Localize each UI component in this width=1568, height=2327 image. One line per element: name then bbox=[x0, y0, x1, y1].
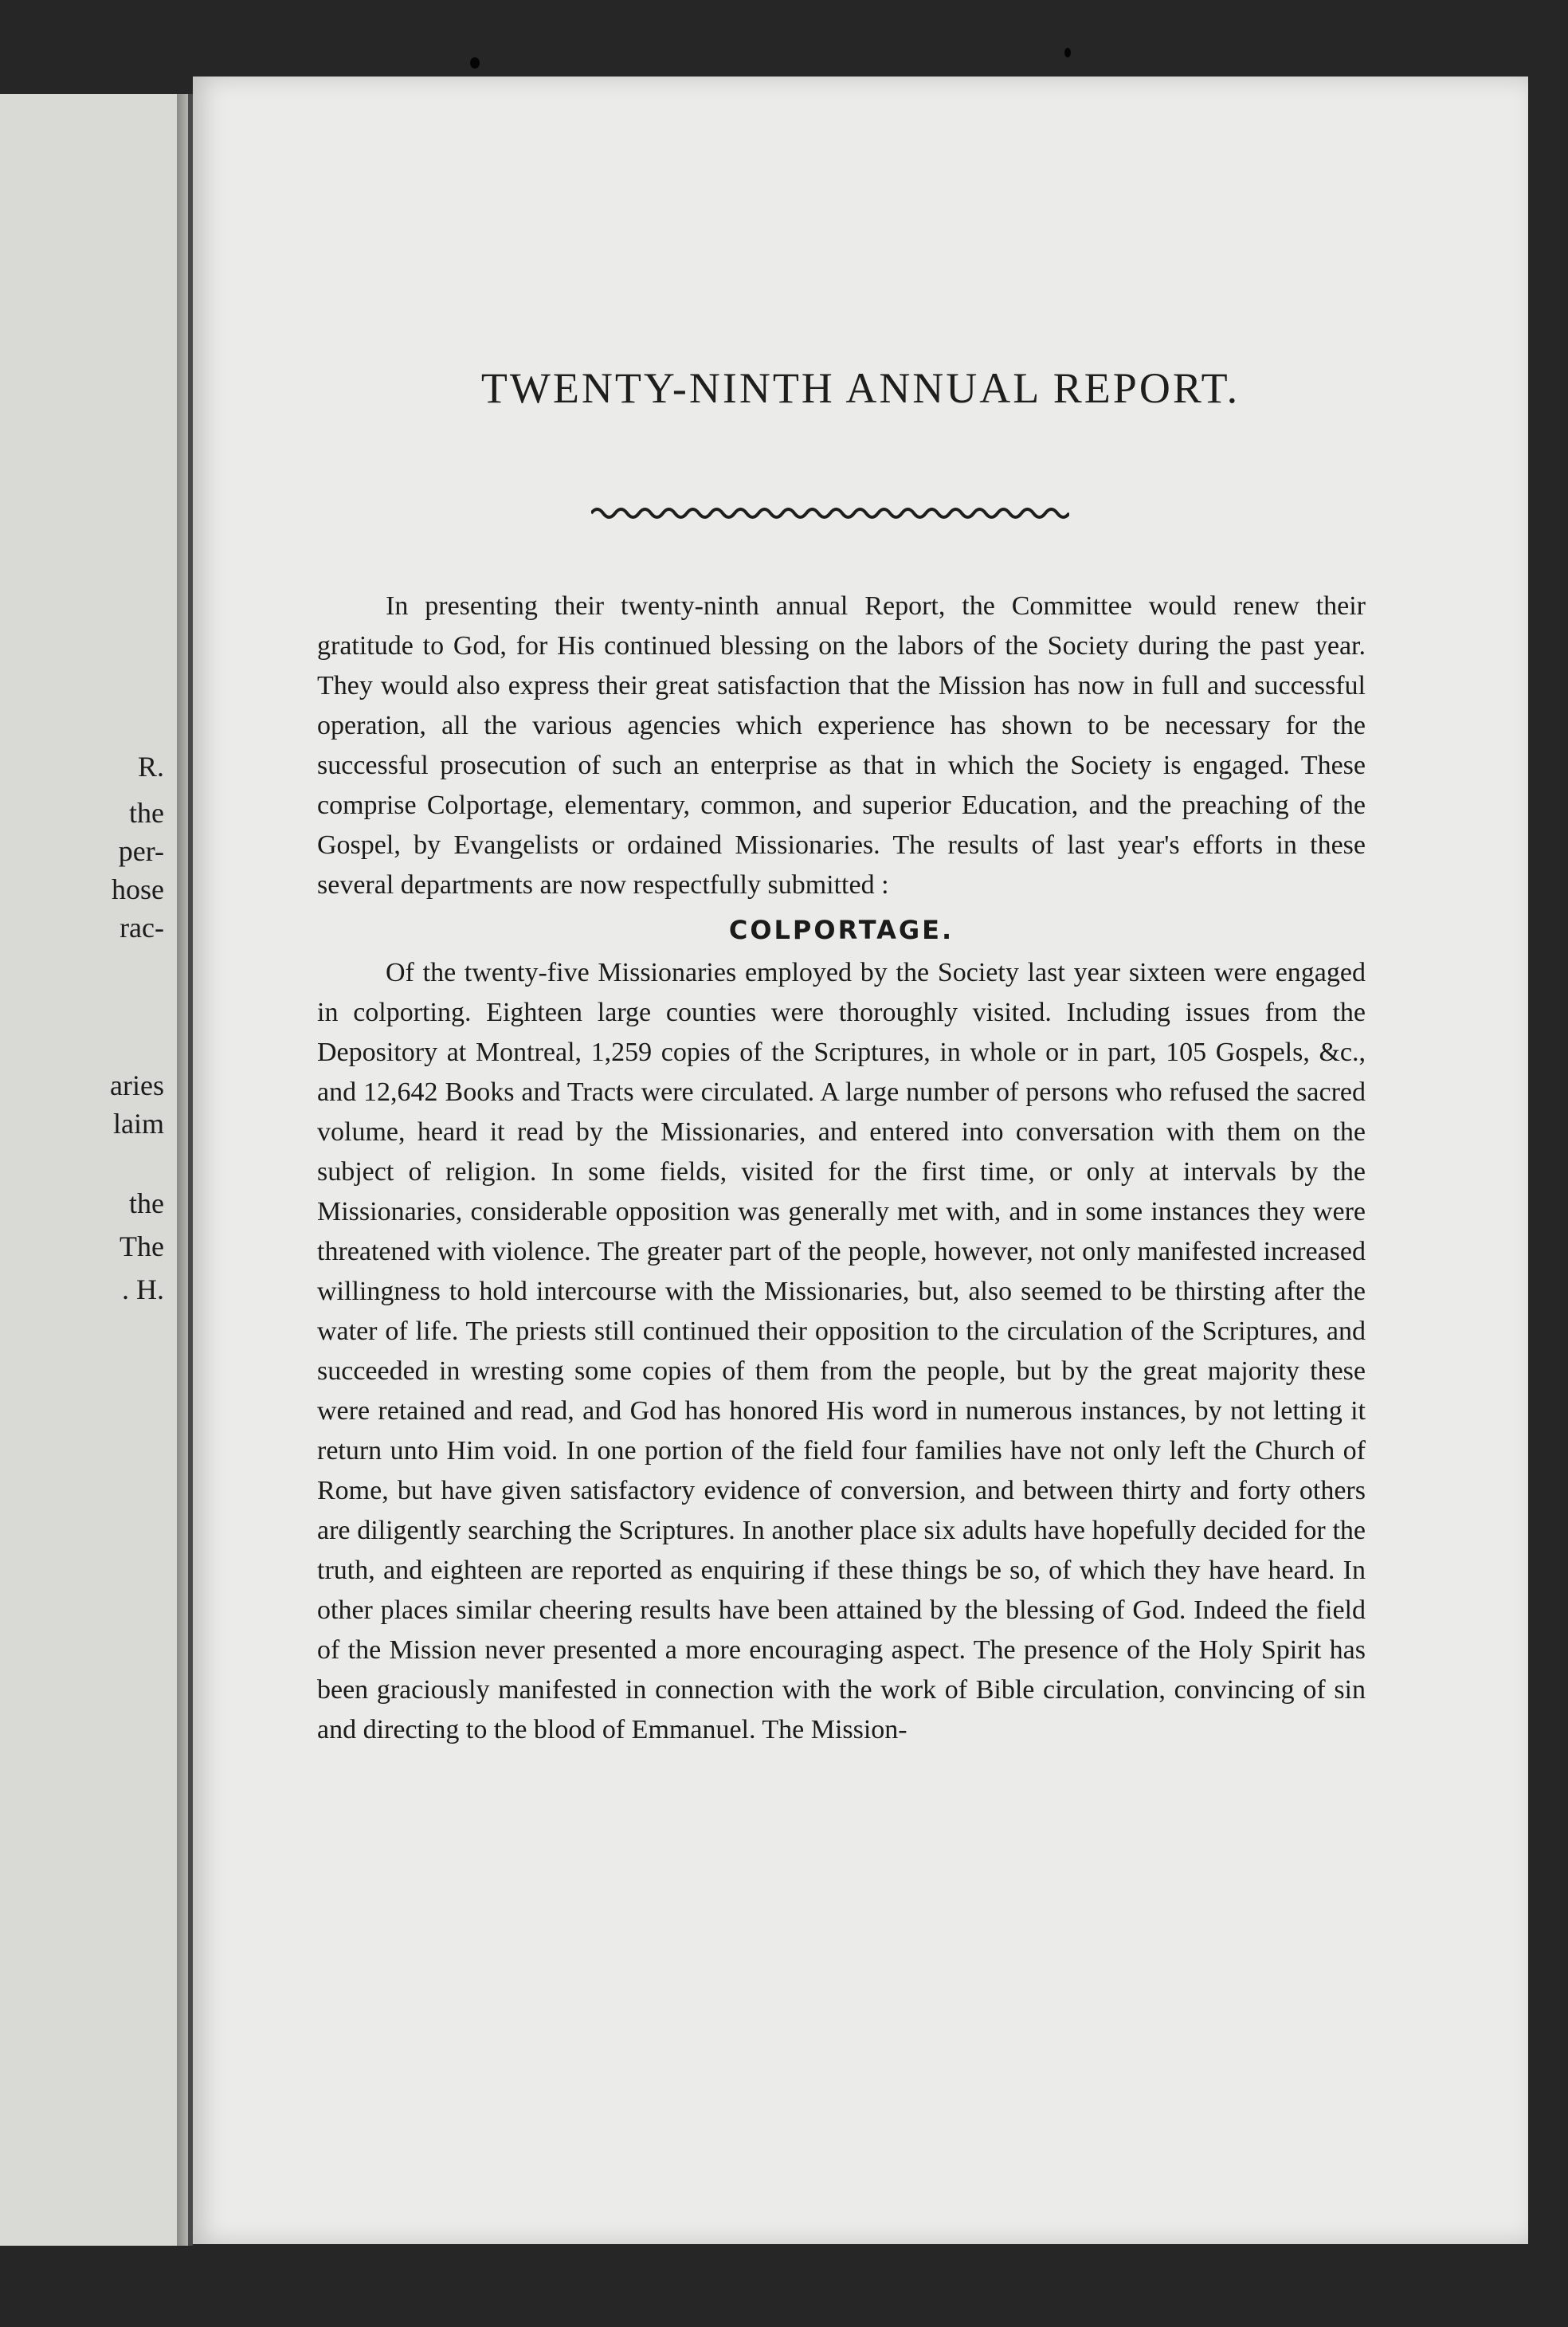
left-page-fragment: R. bbox=[137, 751, 164, 783]
scan-speck bbox=[1064, 48, 1071, 57]
left-page-fragment: The bbox=[120, 1230, 164, 1262]
left-page-fragment: rac- bbox=[120, 912, 164, 944]
left-page-fragment: the bbox=[129, 797, 164, 829]
report-body bbox=[317, 587, 1366, 1750]
report-title: TWENTY-NINTH ANNUAL REPORT. bbox=[480, 364, 1241, 412]
wavy-rule-ornament bbox=[591, 497, 1069, 529]
intro-paragraph: In presenting their twenty-ninth annual Report, the Committee would renew their gratitude to God, for His continued blessing on the labors of the Society during the past year. They would also express their great satisfaction that the Mission has now in full and successful operation, all the various agencies which experience has shown to be necessary for the successful prosecution of such an enterprise as that in which the Society is engaged. These comprise Colportage, elementary, common, and superior Education, and the preaching of the Gospel, by Evangelists or ordained Missionaries. The results of last year's efforts in these several departments are now respectfully submitted : bbox=[317, 591, 1366, 900]
left-page-fragment: the bbox=[129, 1187, 164, 1219]
left-page-fragment: . H. bbox=[122, 1273, 164, 1305]
scan-speck bbox=[470, 57, 480, 69]
left-page-fragment: per- bbox=[118, 835, 164, 867]
colportage-paragraph: Of the twenty-five Missionaries employed by the Society last year sixteen were engaged in colporting. Eighteen large counties were thoroughly visited. Including issues from the Depository at Montreal, 1,259 copies of the Scriptures, in whole or in part, 105 Gospels, &c., and 12,642 Books and Tracts were circulated. A large number of persons who refused the sacred volume, heard it read by the Missionaries, and entered into conversation with them on the subject of religion. In some fields, visited for the first time, or only at intervals by the Missionaries, considerable opposition was generally met with, and in some instances they were threatened with violence. The greater part of the people, however, not only manifested increased willingness to hold intercourse with the Missionaries, but, also seemed to be thirsting after the water of life. The priests still continued their opposition to the circulation of the Scriptures, and succeeded in wresting some copies of them from the people, but by the great majority these were retained and read, and God has honored His word in numerous instances, by not letting it return unto Him void. In one portion of the field four families have not only left the Church of Rome, but have given satisfactory evidence of conversion, and between thirty and forty others are diligently searching the Scriptures. In another place six adults have hopefully decided for the truth, and eighteen are reported as enquiring if these things be so, of which they have heard. In other places similar cheering results have been attained by the blessing of God. Indeed the field of the Mission never presented a more encouraging aspect. The presence of the Holy Spirit has been graciously manifested in connection with the work of Bible circulation, convincing of sin and directing to the blood of Emmanuel. The Mission- bbox=[317, 958, 1366, 1744]
main-page bbox=[193, 77, 1528, 2244]
left-page-fragment: aries bbox=[110, 1069, 164, 1101]
left-partial-page bbox=[0, 94, 177, 2246]
left-page-fragment: hose bbox=[112, 873, 164, 905]
section-heading-colportage: COLPORTAGE. bbox=[728, 915, 955, 945]
left-page-fragment: laim bbox=[113, 1108, 164, 1140]
